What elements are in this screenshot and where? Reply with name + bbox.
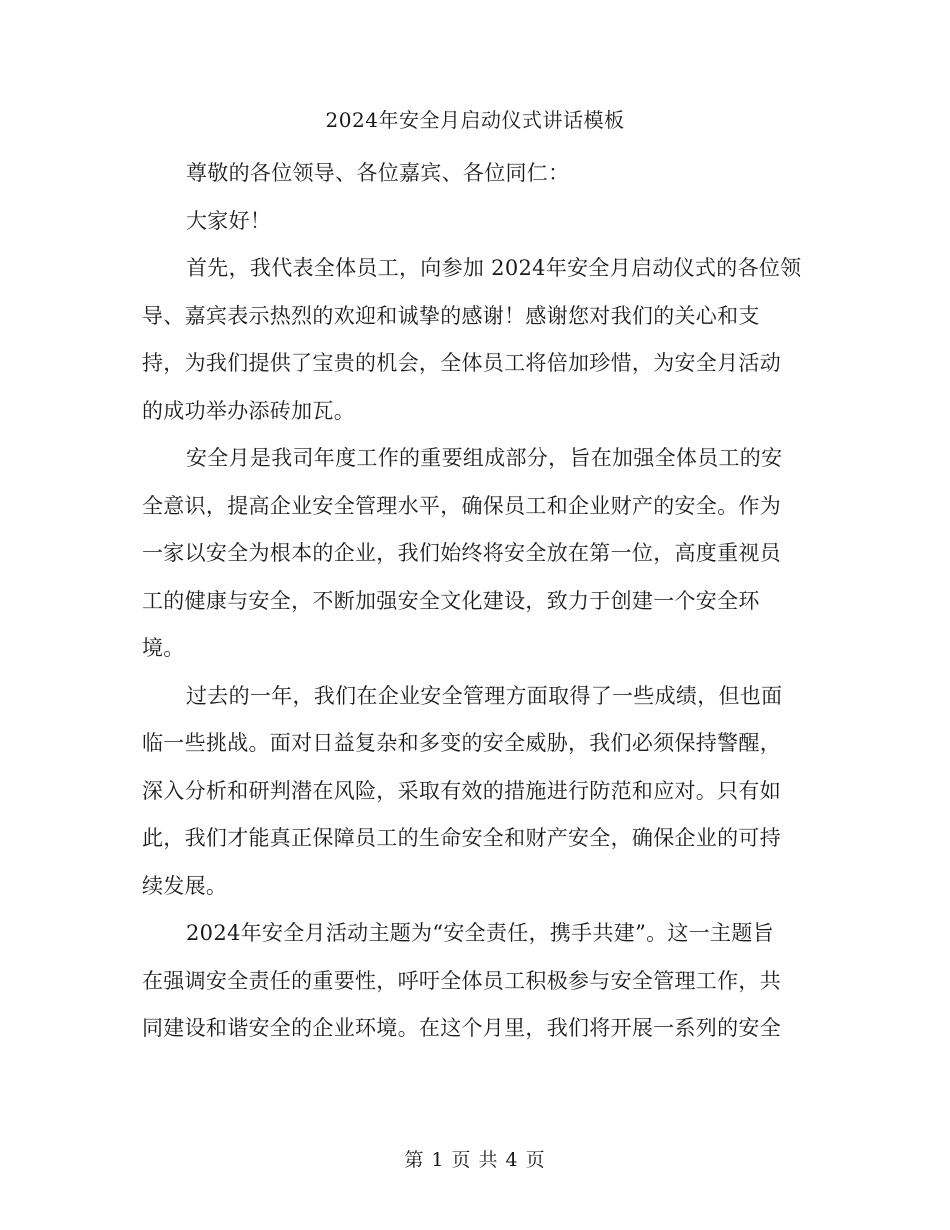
- text-line: 首先，我代表全体员工，向参加 2024年安全月启动仪式的各位领: [186, 256, 802, 280]
- text-line: 大家好！: [186, 208, 272, 233]
- text-line: 的成功举办添砖加瓦。: [142, 398, 355, 423]
- document-body: [142, 150, 814, 1053]
- text-line: 尊敬的各位领导、各位嘉宾、各位同仁：: [186, 161, 570, 185]
- text-line: 过去的一年，我们在企业安全管理方面取得了一些成绩，但也面: [186, 683, 783, 708]
- text-line: 在强调安全责任的重要性，呼吁全体员工积极参与安全管理工作，共: [142, 968, 781, 993]
- text-line: 2024年安全月活动主题为“安全责任，携手共建”。这一主题旨: [186, 921, 774, 945]
- text-line: 此，我们才能真正保障员工的生命安全和财产安全，确保企业的可持: [142, 826, 781, 850]
- text-line: 临一些挑战。面对日益复杂和多变的安全威胁，我们必须保持警醒，: [142, 731, 781, 755]
- text-line: 持，为我们提供了宝贵的机会，全体员工将倍加珍惜，为安全月活动: [142, 351, 781, 375]
- text-line: 一家以安全为根本的企业，我们始终将安全放在第一位，高度重视员: [142, 541, 781, 565]
- text-line: 境。: [142, 636, 185, 660]
- document-title: 2024年安全月启动仪式讲话模板: [325, 108, 625, 132]
- text-line: 全意识，提高企业安全管理水平，确保员工和企业财产的安全。作为: [142, 493, 781, 518]
- text-line: 续发展。: [142, 873, 228, 898]
- text-line: 工的健康与安全，不断加强安全文化建设，致力于创建一个安全环: [142, 588, 760, 613]
- text-line: 同建设和谐安全的企业环境。在这个月里，我们将开展一系列的安全: [142, 1016, 781, 1040]
- page-footer: 第 1 页 共 4 页: [404, 1149, 546, 1171]
- text-line: 安全月是我司年度工作的重要组成部分，旨在加强全体员工的安: [186, 446, 783, 470]
- text-line: 深入分析和研判潜在风险，采取有效的措施进行防范和应对。只有如: [142, 778, 781, 803]
- text-line: 导、嘉宾表示热烈的欢迎和诚挚的感谢！感谢您对我们的关心和支: [142, 303, 760, 328]
